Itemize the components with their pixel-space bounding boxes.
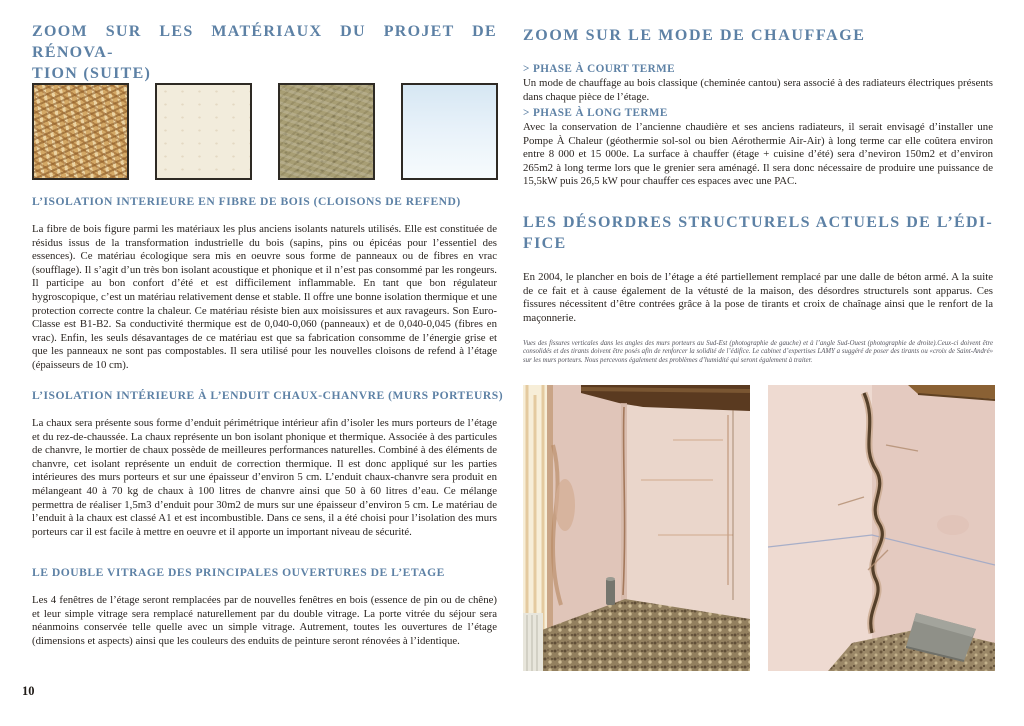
section-heading-double-vitrage: LE DOUBLE VITRAGE DES PRINCIPALES OUVERTURES DE L’ETAGE — [32, 566, 445, 579]
crack-photo-south-west — [768, 385, 995, 671]
section-body-chaux-chanvre: La chaux sera présente sous forme d’enduit périmétrique intérieur afin d’isoler les murs porteurs de l’étage et du rez-de-chaussée. La chaux représente un bon isolant phonique et thermique. Associée à des particules de chanvre, le mortier de chaux possède de meilleures performances naturelles. Combiné à des éléments de chanvre, cet isolant représente un enduit de correction thermique. Il est donc appliqué sur les parties intérieures des murs porteurs et sur une épaisseur d’environ 5 cm. L’enduit chaux-chanvre sera produit en mélangeant 40 à 70 kg de chaux à 100 litres de chanvre ainsi que 50 à 60 litres d’eau. Ce mélange permettra de réaliser 1,5m3 d’enduit pour 30m2 de murs sur une épaisseur d’environ 5 cm. Le matériau de l’enduit à la chaux est classé A1 et est incombustible. Dans ce sens, il a été choisi pour l’isolation des murs porteurs car il est facile à mettre en oeuvre et il apporte un important niveau de sécurité. — [32, 417, 497, 538]
lime-plaster-swatch-icon — [155, 83, 252, 180]
desordres-body: En 2004, le plancher en bois de l’étage a été partiellement remplacé par une dalle de béton armé. A la suite de ce fait et à cause également de la vétusté de la maison, des désordres structurels sont apparus. Ces fissures nécessitent d’être contrées grâce à la pose de tirants et croix de chaînage ainsi que le renfort de la maçonnerie. — [523, 271, 993, 324]
left-title — [32, 21, 497, 84]
wood-fiber-swatch-icon — [32, 83, 129, 180]
double-glazing-swatch-icon — [401, 83, 498, 180]
right-title-desordres-line2: FICE — [523, 235, 567, 252]
crack-photo-south-east — [523, 385, 750, 671]
section-heading-chaux-chanvre: L’ISOLATION INTÉRIEURE À L’ENDUIT CHAUX-CHANVRE (MURS PORTEURS) — [32, 389, 504, 402]
right-title-desordres-line1: LES DÉSORDRES STRUCTURELS ACTUELS DE L’ÉDI- — [523, 214, 993, 231]
photos-caption: Vues des fissures verticales dans les angles des murs porteurs au Sud-Est (photographie de gauche) et à l’angle Sud-Ouest (photographie de droite).Ceux-ci doivent être consolidés et des tirants doivent être posés afin de renforcer la solidité de l’édifice. Le cabinet d’expertises LAMY a suggéré de poser des tirants ou «croix de Saint-André» sur les murs porteurs. Nous percevons également des problèmes d’humidité qui seront également à traiter. — [523, 340, 993, 364]
phase-long-terme-label: > PHASE À LONG TERME — [523, 107, 668, 119]
left-title-line1: ZOOM SUR LES MATÉRIAUX DU PROJET DE RÉNOVA- — [32, 23, 497, 61]
right-title-chauffage — [523, 25, 993, 46]
phase-court-terme-body: Un mode de chauffage au bois classique (cheminée cantou) sera associé à des radiateurs électriques présents dans chaque pièce de l’étage. — [523, 77, 993, 103]
left-title-line2: TION (SUITE) — [32, 65, 152, 82]
section-heading-fibre-de-bois: L’ISOLATION INTERIEURE EN FIBRE DE BOIS (CLOISONS DE REFEND) — [32, 195, 461, 208]
section-body-double-vitrage: Les 4 fenêtres de l’étage seront remplacées par de nouvelles fenêtres en bois (essence de pin ou de chêne) et leur simple vitrage sera remplacé naturellement par du double vitrage. La porte vitrée du séjour sera néanmoins conservée telle quelle avec un simple vitrage. Autrement, toutes les ouvertures de l’étage (dimensions et aspects) ainsi que les couleurs des enduits de peinture seront rénovées à l’identique. — [32, 594, 497, 647]
section-body-fibre-de-bois: La fibre de bois figure parmi les matériaux les plus anciens isolants naturels utilisés. Elle est constituée de résidus issus de la transformation industrielle du bois (sapins, pins ou épicéas pour l’essentiel des essences). Ce matériau écologique sera mis en oeuvre sous forme de panneaux ou de fibres en vrac (soufflage). Il s’agit d’un très bon isolant acoustique et phonique et il n’est pas consommé par les rongeurs. Il participe au bon confort d’été et est difficilement inflammable. En tant que bon régulateur hygroscopique, c’est un matériau relativement dense et stable. Il offre une bonne isolation thermique et une protection correcte contre la chaleur. Ce matériau résiste bien aux moisissures et aux ravageurs. Son Euro-Classe est B1-B2. Sa conductivité thermique est de 0,040-0,060 (panneaux) et de 0,040-0,045 (fibres en vrac). Enfin, les seuls désavantages de ce matériau est que sa fabrication consomme de l’énergie grise et que les panneaux ne sont pas compostables. Il sera utilisé pour les nouvelles cloisons de refend à l’étage (épaisseurs de 10 cm). — [32, 223, 497, 371]
phase-court-terme-label: > PHASE À COURT TERME — [523, 63, 675, 75]
right-title-desordres — [523, 212, 993, 254]
material-swatches — [32, 83, 497, 180]
right-title-chauffage-text: ZOOM SUR LE MODE DE CHAUFFAGE — [523, 27, 866, 44]
lime-hemp-plaster-swatch-icon — [278, 83, 375, 180]
page-number: 10 — [22, 684, 35, 698]
crack-photos — [523, 385, 993, 671]
phase-long-terme-body: Avec la conservation de l’ancienne chaudière et ses anciens radiateurs, il serait envisagé d’installer une Pompe À Chaleur (géothermie sol-sol ou bien Aérothermie Air-Air) à long terme car elle coûtera environ entre 8 000 et 15 000e. La surface à chauffer (étage + cuisine d’été) sera d’neviron 150m2 et d’environ 265m2 à long terme lors que le grenier sera aménagé. Il sera donc nécessaire de produire une puissance de 15,5kW puis 26,5 kW pour chauffer ces espaces avec une PAC. — [523, 121, 993, 188]
